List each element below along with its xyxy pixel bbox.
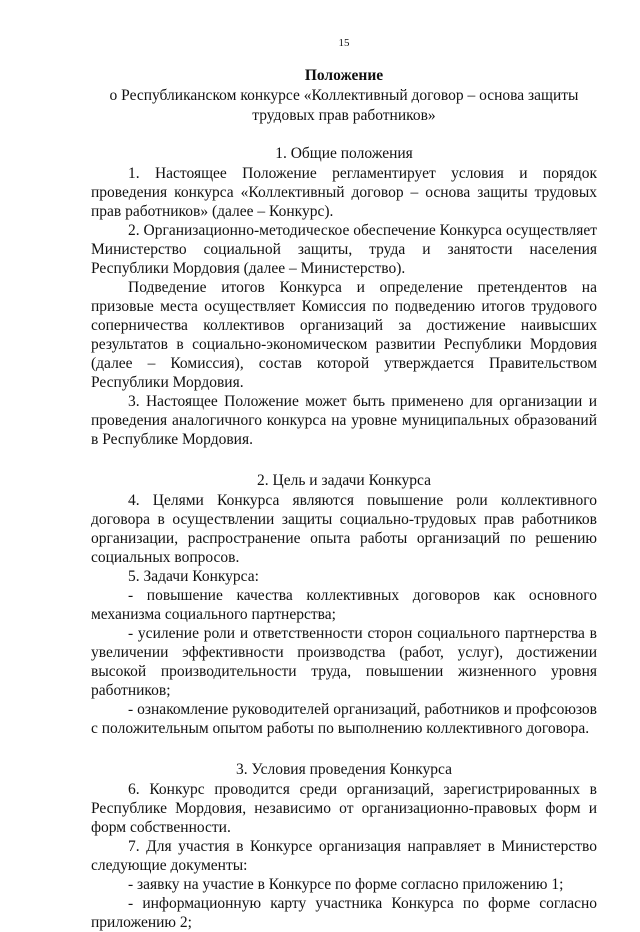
document-title: Положение — [304, 67, 384, 84]
list-item: - информационную карту участника Конкурса по форме согласно приложению 2; — [91, 895, 597, 931]
paragraph: 6. Конкурс проводится среди организаций, зарегистрированных в Республике Мордовия, независимо от организационно-правовых форм и форм собственности. — [91, 781, 597, 836]
paragraph: 7. Для участия в Конкурсе организация направляет в Министерство следующие документы: — [91, 838, 597, 874]
list-item: - заявку на участие в Конкурсе по форме согласно приложению 1; — [128, 876, 564, 893]
paragraph: 5. Задачи Конкурса: — [128, 568, 259, 585]
section-heading-conditions: 3. Условия проведения Конкурса — [235, 761, 453, 778]
list-item: - повышение качества коллективных договоров как основного механизма социального партнерства; — [91, 587, 597, 623]
document-page — [91, 36, 597, 932]
paragraph: Подведение итогов Конкурса и определение претендентов на призовые места осуществляет Комиссия по подведению итогов трудового соперничества коллективов организаций за достижение наивысших результатов в социально-экономическом развитии Республики Мордовия (далее – Комиссия), состав которой утверждается Правительством Республики Мордовия. — [91, 279, 597, 391]
paragraph: 4. Целями Конкурса являются повышение роли коллективного договора в осуществлении защиты социально-трудовых прав работников организации, распространение опыта работы организаций по решению социальных вопросов. — [91, 492, 597, 566]
section-heading-general: 1. Общие положения — [275, 145, 413, 162]
list-item: - ознакомление руководителей организаций, работников и профсоюзов с положительным опытом работы по выполнению коллективного договора. — [91, 701, 597, 737]
paragraph: 2. Организационно-методическое обеспечение Конкурса осуществляет Министерство социальной защиты, труда и занятости населения Республики Мордовия (далее – Министерство). — [91, 222, 597, 277]
list-item: - усиление роли и ответственности сторон социального партнерства в увеличении эффективности производства (работ, услуг), достижении высокой производительности труда, повышении жизненного уровня работников; — [91, 625, 597, 699]
document-subtitle: о Республиканском конкурсе «Коллективный договор – основа защиты трудовых прав работников» — [109, 87, 579, 124]
section-heading-goals: 2. Цель и задачи Конкурса — [257, 472, 431, 489]
paragraph: 1. Настоящее Положение регламентирует условия и порядок проведения конкурса «Коллективный договор – основа защиты трудовых прав работников» (далее – Конкурс). — [91, 165, 597, 220]
page-number: 15 — [338, 37, 350, 49]
paragraph: 3. Настоящее Положение может быть применено для организации и проведения аналогичного конкурса на уровне муниципальных образований в Республике Мордовия. — [91, 393, 597, 448]
